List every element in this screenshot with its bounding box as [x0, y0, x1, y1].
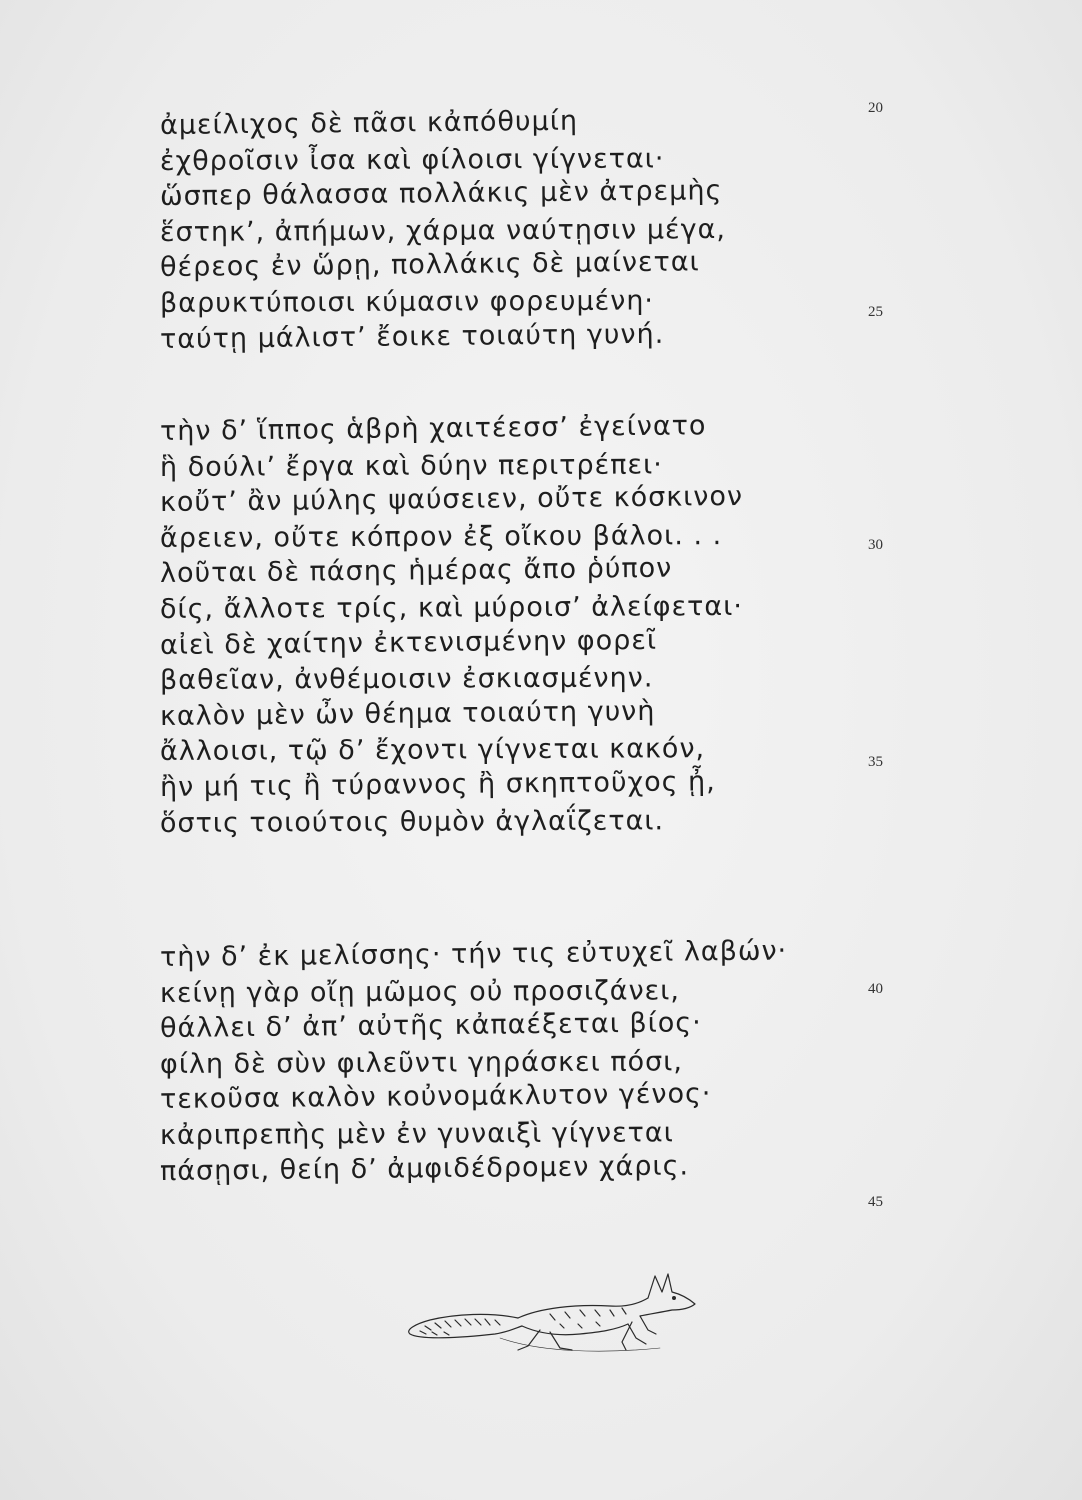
- line-number: 30: [868, 537, 883, 553]
- verse-line: βαθεῖαν, ἀνθέμοισιν ἐσκιασμένην.: [159, 662, 654, 697]
- verse-line: λοῦται δὲ πάσης ἡμέρας ἄπο ῥύπον: [159, 553, 673, 590]
- verse-line: ὅστις τοιούτοις θυμὸν ἀγλαΐζεται.: [159, 804, 665, 839]
- line-number: 40: [868, 981, 883, 997]
- line-number: 35: [868, 754, 883, 770]
- verse-line: θάλλει δ’ ἀπ’ αὐτῆς κἀπαέξεται βίος·: [159, 1007, 702, 1045]
- stanza-3: [159, 935, 788, 1189]
- verse-line: τὴν δ’ ἵππος ἁβρὴ χαιτέεσσ’ ἐγείνατο: [159, 410, 707, 447]
- stanza-1: [159, 105, 780, 357]
- fox-illustration: [400, 1268, 700, 1360]
- verse-line: κείνῃ γὰρ οἴῃ μῶμος οὐ προσιζάνει,: [159, 974, 681, 1009]
- line-number: 20: [868, 100, 883, 116]
- verse-line: ὥσπερ θάλασσα πολλάκις μὲν ἀτρεμὴς: [159, 175, 723, 213]
- verse-line: κἀριπρεπὴς μὲν ἐν γυναιξὶ γίγνεται: [159, 1117, 674, 1151]
- stanza-2: [159, 410, 780, 841]
- verse-line: βαρυκτύποισι κύμασιν φορευμένη·: [159, 285, 655, 319]
- verse-line: ταύτῃ μάλιστ’ ἔοικε τοιαύτη γυνή.: [159, 318, 665, 355]
- verse-line: θέρεος ἐν ὥρῃ, πολλάκις δὲ μαίνεται: [159, 246, 700, 284]
- verse-line: ἀμείλιχος δὲ πᾶσι κἀπόθυμίη: [159, 105, 579, 141]
- verse-line: ἢν μή τις ἢ τύραννος ἢ σκηπτοῦχος ᾖ,: [159, 766, 716, 803]
- verse-line: κοὔτ’ ἂν μύλης ψαύσειεν, οὔτε κόσκινον: [159, 481, 744, 519]
- verse-line: ἣ δούλι’ ἔργα καὶ δύην περιτρέπει·: [159, 448, 663, 483]
- verse-line: φίλη δὲ σὺν φιλεῦντι γηράσκει πόσι,: [159, 1046, 683, 1080]
- line-number: 25: [868, 304, 883, 320]
- verse-line: δίς, ἄλλοτε τρίς, καὶ μύροισ’ ἀλείφεται·: [159, 590, 743, 625]
- verse-line: ἄλλοισι, τῷ δ’ ἔχοντι γίγνεται κακόν,: [159, 733, 706, 768]
- verse-line: τὴν δ’ ἐκ μελίσσης· τήν τις εὐτυχεῖ λαβών·: [159, 935, 788, 973]
- verse-line: αἰεὶ δὲ χαίτην ἐκτενισμένην φορεῖ: [159, 624, 658, 661]
- verse-line: ἕστηκ’, ἀπήμων, χάρμα ναύτῃσιν μέγα,: [159, 213, 727, 248]
- verse-line: καλὸν μὲν ὦν θέημα τοιαύτη γυνὴ: [159, 695, 656, 732]
- verse-line: πάσῃσι, θείη δ’ ἀμφιδέδρομεν χάρις.: [159, 1150, 690, 1187]
- verse-line: ἄρειεν, οὔτε κόπρον ἐξ οἴκου βάλοι. . .: [159, 519, 723, 554]
- verse-line: ἐχθροῖσιν ἶσα καὶ φίλοισι γίγνεται·: [159, 142, 665, 177]
- verse-line: τεκοῦσα καλὸν κοὐνομάκλυτον γένος·: [159, 1078, 712, 1116]
- line-number: 45: [868, 1194, 883, 1210]
